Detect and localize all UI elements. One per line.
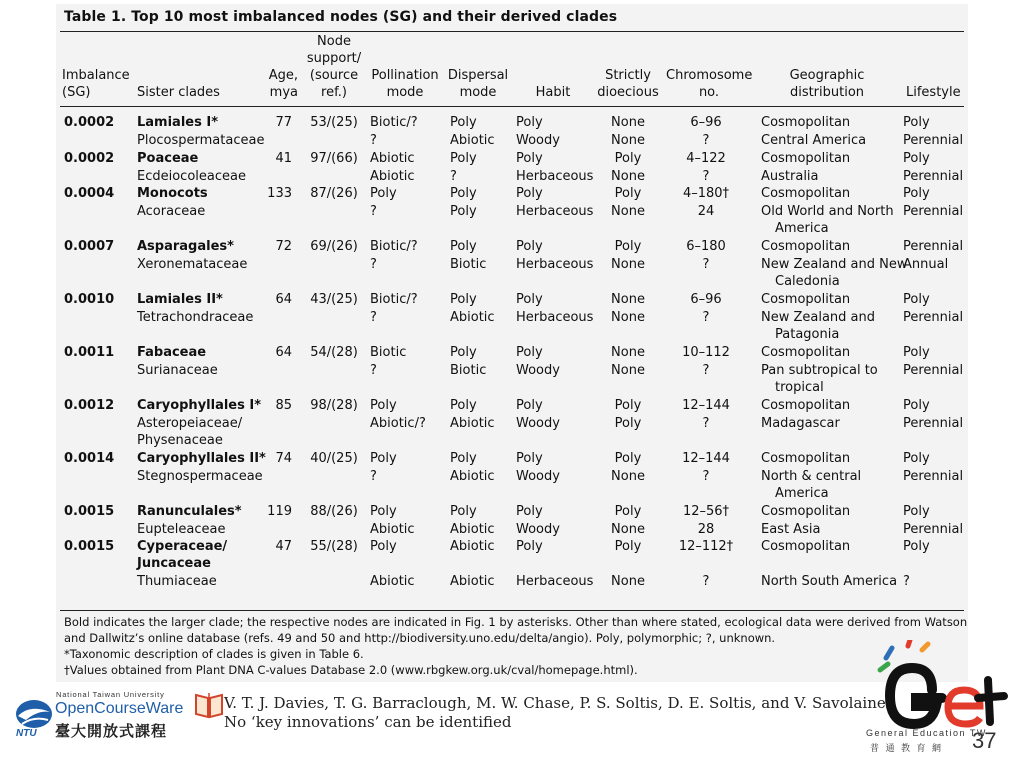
header-geographic: Geographic distribution	[789, 68, 865, 100]
ocw-university: National Taiwan University	[56, 690, 165, 699]
table-cell-disp: Poly	[450, 345, 477, 360]
table-cell-disp: Biotic	[450, 257, 487, 272]
table-cell-clade: Acoraceae	[137, 204, 206, 219]
table-cell-life: Perennial	[903, 469, 964, 484]
page-number: 37	[972, 728, 997, 753]
table-cell-poll: Biotic/?	[370, 239, 418, 254]
table-cell-habit: Woody	[516, 469, 560, 484]
table-cell-habit: Herbaceous	[516, 204, 594, 219]
table-cell-habit: Herbaceous	[516, 574, 594, 589]
table-cell-geo: Cosmopolitan	[761, 115, 851, 130]
table-cell-clade: Ecdeiocoleaceae	[137, 169, 246, 184]
table-cell-support: 43/(25)	[310, 292, 358, 307]
table-cell-geo: Cosmopolitan	[761, 292, 851, 307]
table-cell-poll: Abiotic/?	[370, 416, 426, 431]
table-cell-age: 41	[275, 151, 292, 166]
table-cell-disp: Abiotic	[450, 522, 495, 537]
table-cell-chrom: 12–144	[682, 398, 730, 413]
table-cell-dio: None	[611, 133, 645, 148]
table-cell-habit: Poly	[516, 115, 543, 130]
table-cell-clade: Stegnospermaceae	[137, 469, 263, 484]
table-cell-habit: Woody	[516, 522, 560, 537]
table-cell-sg: 0.0011	[64, 345, 115, 360]
table-cell-geo: North & central America	[761, 469, 862, 501]
table-cell-clade: Asteropeiaceae/ Physenaceae	[137, 416, 243, 448]
table-cell-poll: Biotic/?	[370, 115, 418, 130]
table-cell-habit: Poly	[516, 151, 543, 166]
table-cell-life: Poly	[903, 398, 930, 413]
get-subtitle: General Education TW	[866, 728, 987, 738]
table-cell-support: 97/(66)	[310, 151, 358, 166]
table-cell-poll: Poly	[370, 186, 397, 201]
table-cell-disp: Abiotic	[450, 574, 495, 589]
table-cell-disp: Poly	[450, 151, 477, 166]
table-cell-habit: Herbaceous	[516, 310, 594, 325]
table-cell-support: 55/(28)	[310, 539, 358, 554]
table-cell-geo: New Zealand and New Caledonia	[761, 257, 908, 289]
table-cell-clade: Fabaceae	[137, 345, 207, 360]
table-cell-life: Perennial	[903, 363, 964, 378]
table-cell-poll: Poly	[370, 504, 397, 519]
table-cell-chrom: ?	[702, 469, 710, 484]
table-cell-clade: Surianaceae	[137, 363, 218, 378]
table-cell-age: 85	[275, 398, 292, 413]
table-cell-geo: Old World and North America	[761, 204, 894, 236]
table-cell-disp: Poly	[450, 398, 477, 413]
header-habit: Habit	[535, 85, 571, 100]
table-cell-dio: Poly	[614, 416, 642, 431]
table-cell-geo: Pan subtropical to tropical	[761, 363, 878, 395]
table-cell-disp: Poly	[450, 239, 477, 254]
table-cell-habit: Woody	[516, 363, 560, 378]
table-cell-life: Perennial	[903, 169, 964, 184]
table-cell-poll: ?	[370, 257, 377, 272]
table-cell-dio: None	[611, 363, 645, 378]
table-cell-dio: Poly	[614, 398, 642, 413]
table-panel	[56, 4, 968, 682]
table-cell-dio: None	[611, 169, 645, 184]
table-cell-disp: Abiotic	[450, 133, 495, 148]
table-cell-dio: None	[611, 292, 645, 307]
get-logo	[862, 640, 1022, 766]
table-cell-life: Perennial	[903, 204, 964, 219]
table-cell-age: 77	[275, 115, 292, 130]
table-cell-disp: Poly	[450, 115, 477, 130]
table-cell-disp: Biotic	[450, 363, 487, 378]
table-cell-life: Poly	[903, 186, 930, 201]
table-cell-disp: ?	[450, 169, 457, 184]
table-cell-dio: None	[611, 345, 645, 360]
table-cell-poll: ?	[370, 363, 377, 378]
ocw-chinese: 臺大開放式課程	[55, 723, 168, 740]
table-cell-habit: Poly	[516, 504, 543, 519]
citation: V. T. J. Davies, T. G. Barraclough, M. W. Chase, P. S. Soltis, D. E. Soltis, and V. Savolainen	[224, 694, 896, 712]
table-cell-poll: ?	[370, 204, 377, 219]
ocw-ntu-mark: NTU	[16, 728, 37, 739]
table-cell-dio: Poly	[614, 151, 642, 166]
table-cell-habit: Woody	[516, 133, 560, 148]
table-cell-dio: Poly	[614, 239, 642, 254]
header-dioecious: Strictly dioecious	[597, 68, 659, 100]
table-cell-geo: Madagascar	[761, 416, 840, 431]
table-cell-habit: Poly	[516, 292, 543, 307]
table-cell-dio: None	[611, 204, 645, 219]
table-cell-age: 47	[275, 539, 292, 554]
table-cell-chrom: ?	[702, 416, 710, 431]
table-cell-sg: 0.0004	[64, 186, 115, 201]
table-cell-sg: 0.0002	[64, 151, 115, 166]
table-cell-sg: 0.0010	[64, 292, 115, 307]
header-sister-clades: Sister clades	[137, 85, 220, 100]
table-cell-poll: Poly	[370, 451, 397, 466]
table-cell-age: 74	[275, 451, 292, 466]
table-cell-clade: Asparagales*	[137, 239, 234, 254]
table-cell-sg: 0.0007	[64, 239, 115, 254]
footnote-4: †Values obtained from Plant DNA C-values Database 2.0 (www.rbgkew.org.uk/cval/homepage.html).	[64, 663, 638, 677]
table-cell-habit: Poly	[516, 539, 543, 554]
ocw-logo	[12, 690, 192, 760]
table-cell-dio: Poly	[614, 451, 642, 466]
table-cell-life: Perennial	[903, 416, 964, 431]
table-cell-disp: Abiotic	[450, 416, 495, 431]
header-pollination: Pollination mode	[371, 68, 439, 100]
table-cell-life: Perennial	[903, 239, 964, 254]
table-cell-chrom: 28	[697, 522, 715, 537]
table-cell-clade: Plocospermataceae	[137, 133, 265, 148]
table-cell-clade: Caryophyllales II*	[137, 451, 266, 466]
table-cell-chrom: ?	[702, 363, 710, 378]
table-cell-poll: ?	[370, 469, 377, 484]
get-chinese: 普 通 教 育 網	[870, 743, 944, 753]
table-cell-life: ?	[903, 574, 910, 589]
header-dispersal: Dispersal mode	[447, 68, 509, 100]
table-cell-poll: Abiotic	[370, 574, 415, 589]
table-cell-chrom: 12–112†	[678, 539, 734, 554]
table-cell-geo: Cosmopolitan	[761, 239, 851, 254]
top-rule	[60, 31, 964, 32]
table-cell-geo: Cosmopolitan	[761, 451, 851, 466]
table-cell-clade: Caryophyllales I*	[137, 398, 262, 413]
header-imbalance: Imbalance (SG)	[62, 68, 130, 100]
table-cell-support: 40/(25)	[310, 451, 358, 466]
table-cell-geo: Cosmopolitan	[761, 151, 851, 166]
table-cell-poll: ?	[370, 133, 377, 148]
table-cell-disp: Abiotic	[450, 539, 495, 554]
table-cell-life: Poly	[903, 451, 930, 466]
table-cell-clade: Lamiales I*	[137, 115, 219, 130]
header-rule	[60, 106, 964, 107]
table-cell-age: 119	[267, 504, 292, 519]
table-cell-habit: Herbaceous	[516, 169, 594, 184]
table-cell-life: Poly	[903, 292, 930, 307]
table-cell-clade: Ranunculales*	[137, 504, 242, 519]
table-cell-poll: Abiotic	[370, 169, 415, 184]
table-cell-sg: 0.0015	[64, 539, 115, 554]
table-cell-support: 54/(28)	[310, 345, 358, 360]
table-cell-poll: Biotic/?	[370, 292, 418, 307]
table-cell-geo: Central America	[761, 133, 867, 148]
table-cell-support: 53/(25)	[310, 115, 358, 130]
footnote-3: *Taxonomic description of clades is given in Table 6.	[64, 647, 364, 661]
table-cell-life: Poly	[903, 345, 930, 360]
table-cell-chrom: 4–122	[686, 151, 726, 166]
table-cell-dio: Poly	[614, 186, 642, 201]
table-cell-life: Perennial	[903, 522, 964, 537]
table-cell-poll: Abiotic	[370, 522, 415, 537]
table-cell-disp: Abiotic	[450, 469, 495, 484]
table-cell-sg: 0.0002	[64, 115, 115, 130]
get-logo-mark-icon	[862, 640, 1022, 740]
table-cell-disp: Abiotic	[450, 310, 495, 325]
table-cell-sg: 0.0014	[64, 451, 115, 466]
table-cell-clade: Thumiaceae	[137, 574, 217, 589]
table-cell-age: 133	[267, 186, 292, 201]
table-cell-life: Poly	[903, 151, 930, 166]
table-cell-clade: Monocots	[137, 186, 208, 201]
table-cell-chrom: 6–180	[686, 239, 726, 254]
table-cell-clade: Poaceae	[137, 151, 199, 166]
table-cell-chrom: ?	[702, 310, 710, 325]
table-cell-clade: Lamiales II*	[137, 292, 223, 307]
table-cell-chrom: 12–56†	[682, 504, 730, 519]
table-cell-chrom: ?	[702, 257, 710, 272]
table-cell-clade: Tetrachondraceae	[137, 310, 254, 325]
table-cell-age: 64	[275, 292, 292, 307]
table-cell-dio: None	[611, 469, 645, 484]
table-cell-geo: East Asia	[761, 522, 821, 537]
table-cell-poll: Abiotic	[370, 151, 415, 166]
table-cell-habit: Poly	[516, 451, 543, 466]
table-cell-poll: ?	[370, 310, 377, 325]
header-node-support: Node support/ (source ref.)	[306, 34, 362, 100]
book-icon	[194, 689, 224, 719]
table-cell-disp: Poly	[450, 451, 477, 466]
table-cell-dio: Poly	[614, 539, 642, 554]
table-cell-geo: Cosmopolitan	[761, 345, 851, 360]
table-cell-geo: North South America	[761, 574, 898, 589]
table-cell-disp: Poly	[450, 204, 477, 219]
table-cell-geo: Australia	[761, 169, 819, 184]
table-cell-dio: Poly	[614, 504, 642, 519]
table-cell-disp: Poly	[450, 292, 477, 307]
table-cell-habit: Poly	[516, 345, 543, 360]
table-cell-dio: None	[611, 522, 645, 537]
header-lifestyle: Lifestyle	[906, 85, 961, 100]
table-cell-habit: Herbaceous	[516, 257, 594, 272]
table-cell-geo: Cosmopolitan	[761, 186, 851, 201]
table-cell-chrom: ?	[702, 133, 710, 148]
table-cell-life: Poly	[903, 539, 930, 554]
table-cell-chrom: 12–144	[682, 451, 730, 466]
table-cell-dio: None	[611, 257, 645, 272]
header-age: Age, mya	[268, 68, 298, 100]
table-cell-life: Poly	[903, 504, 930, 519]
table-cell-life: Perennial	[903, 133, 964, 148]
table-cell-sg: 0.0012	[64, 398, 115, 413]
table-cell-clade: Xeronemataceae	[137, 257, 248, 272]
slide-caption: No ‘key innovations’ can be identified	[224, 713, 512, 731]
table-cell-geo: Cosmopolitan	[761, 398, 851, 413]
table-cell-chrom: ?	[702, 574, 710, 589]
table-cell-chrom: ?	[702, 169, 710, 184]
table-cell-chrom: 10–112	[682, 345, 730, 360]
ocw-brand: OpenCourseWare	[55, 700, 184, 717]
table-cell-dio: None	[611, 115, 645, 130]
table-cell-habit: Woody	[516, 416, 560, 431]
table-cell-age: 72	[275, 239, 292, 254]
table-cell-support: 69/(26)	[310, 239, 358, 254]
table-cell-disp: Poly	[450, 186, 477, 201]
table-cell-dio: None	[611, 310, 645, 325]
table-cell-support: 98/(28)	[310, 398, 358, 413]
table-cell-dio: None	[611, 574, 645, 589]
table-cell-habit: Poly	[516, 186, 543, 201]
table-cell-geo: Cosmopolitan	[761, 539, 851, 554]
table-cell-sg: 0.0015	[64, 504, 115, 519]
table-cell-habit: Poly	[516, 239, 543, 254]
footnote-2: and Dallwitz’s online database (refs. 49 and 50 and http://biodiversity.uno.edu/delta/angio). Poly, polymorphic; ?, unknown.	[64, 631, 776, 645]
table-cell-poll: Poly	[370, 398, 397, 413]
table-cell-disp: Poly	[450, 504, 477, 519]
table-cell-life: Perennial	[903, 310, 964, 325]
table-cell-chrom: 4–180†	[682, 186, 730, 201]
header-chromosome: Chromosome no.	[666, 68, 753, 100]
table-cell-poll: Biotic	[370, 345, 407, 360]
table-cell-chrom: 24	[697, 204, 715, 219]
table-cell-geo: New Zealand and Patagonia	[761, 310, 876, 342]
table-cell-geo: Cosmopolitan	[761, 504, 851, 519]
table-cell-life: Annual	[903, 257, 949, 272]
table-cell-support: 87/(26)	[310, 186, 358, 201]
footnote-1: Bold indicates the larger clade; the respective nodes are indicated in Fig. 1 by asterisks. Other than where stated, ecological data were derived from Watson	[64, 615, 968, 629]
table-cell-chrom: 6–96	[690, 292, 722, 307]
table-cell-clade: Cyperaceae/ Juncaceae	[137, 539, 228, 571]
table-cell-support: 88/(26)	[310, 504, 358, 519]
table-cell-habit: Poly	[516, 398, 543, 413]
table-cell-chrom: 6–96	[690, 115, 722, 130]
table-cell-clade: Eupteleaceae	[137, 522, 226, 537]
bottom-rule	[60, 610, 964, 611]
table-title: Table 1. Top 10 most imbalanced nodes (SG) and their derived clades	[64, 9, 618, 25]
table-cell-poll: Poly	[370, 539, 397, 554]
table-cell-age: 64	[275, 345, 292, 360]
table-cell-life: Poly	[903, 115, 930, 130]
